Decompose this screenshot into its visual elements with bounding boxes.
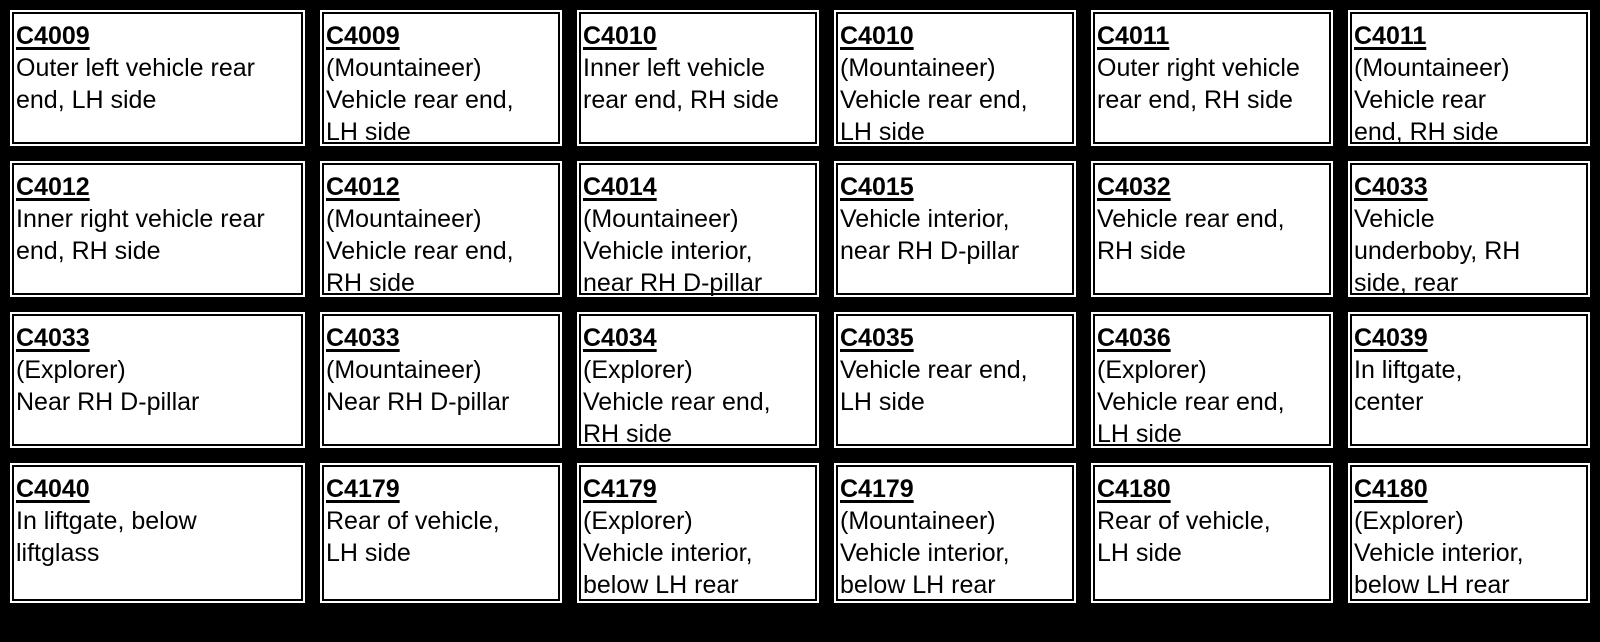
connector-cell	[572, 458, 824, 631]
connector-location-line: LH side	[840, 118, 925, 146]
connector-location-line: RH side	[326, 269, 415, 297]
connector-code: C4033	[1354, 173, 1428, 201]
connector-location-line: Vehicle rear end,	[840, 356, 1028, 384]
connector-location-line: Vehicle rear end,	[1097, 205, 1285, 233]
connector-code: C4180	[1354, 475, 1428, 503]
connector-location-line: Vehicle rear end,	[840, 86, 1028, 114]
connector-location-line: LH side	[1097, 539, 1182, 567]
connector-location-line: end, LH side	[16, 86, 157, 114]
connector-cell	[829, 5, 1081, 151]
connector-cell	[1086, 307, 1338, 453]
connector-code: C4179	[583, 475, 657, 503]
connector-location-line: Near RH D-pillar	[326, 388, 510, 416]
connector-location-line: Rear of vehicle,	[326, 507, 500, 535]
connector-location-line: In liftgate, below	[16, 507, 197, 535]
connector-cell	[1343, 307, 1595, 453]
connector-location-line: Outer left vehicle rear	[16, 54, 255, 82]
connector-cell	[572, 5, 824, 151]
connector-cell	[829, 458, 1081, 631]
connector-location-line: (Mountaineer)	[326, 54, 482, 82]
connector-cell	[829, 156, 1081, 302]
connector-cell	[1343, 156, 1595, 302]
connector-code: C4179	[326, 475, 400, 503]
connector-location-line: LH side	[840, 388, 925, 416]
connector-location-line: Vehicle rear end,	[583, 388, 771, 416]
connector-location-line: Near RH D-pillar	[16, 388, 200, 416]
connector-location-line: (Mountaineer)	[326, 356, 482, 384]
connector-location-line: LH side	[1097, 420, 1182, 448]
connector-location-line: near RH D-pillar	[840, 237, 1020, 265]
connector-location-line: In liftgate,	[1354, 356, 1463, 384]
connector-cell	[1343, 458, 1595, 631]
connector-code: C4009	[16, 22, 90, 50]
connector-location-line: rear end, RH side	[583, 86, 779, 114]
connector-location-line: (Explorer)	[583, 356, 693, 384]
connector-location-line: Vehicle interior,	[840, 205, 1010, 233]
connector-location-line: Vehicle interior,	[1354, 539, 1524, 567]
connector-location-line: Vehicle rear end,	[326, 237, 514, 265]
connector-location-line: Vehicle interior,	[583, 237, 753, 265]
connector-cell	[5, 5, 310, 151]
connector-location-line: (Explorer)	[1097, 356, 1207, 384]
connector-code: C4035	[840, 324, 914, 352]
connector-cell	[572, 307, 824, 453]
connector-cell	[572, 156, 824, 302]
connector-location-line: end, RH side	[1354, 118, 1499, 146]
connector-location-line: quarter window	[583, 603, 753, 631]
connector-cell	[1343, 5, 1595, 151]
connector-cell	[315, 5, 567, 151]
connector-code: C4180	[1097, 475, 1171, 503]
connector-code: C4011	[1354, 22, 1427, 50]
connector-location-line: near RH D-pillar	[583, 269, 763, 297]
connector-location-line: (Explorer)	[1354, 507, 1464, 535]
connector-code: C4039	[1354, 324, 1428, 352]
connector-cell	[1086, 156, 1338, 302]
connector-cell	[1086, 458, 1338, 608]
connector-cell	[5, 156, 310, 302]
connector-code: C4014	[583, 173, 657, 201]
connector-cell	[315, 458, 567, 608]
connector-code: C4033	[326, 324, 400, 352]
connector-location-line: (Mountaineer)	[840, 507, 996, 535]
connector-location-line: Vehicle interior,	[840, 539, 1010, 567]
connector-location-line: end, RH side	[16, 237, 161, 265]
connector-location-line: quarter window	[1354, 603, 1524, 631]
connector-location-line: Inner left vehicle	[583, 54, 766, 82]
connector-code: C4010	[840, 22, 914, 50]
connector-location-line: RH side	[583, 420, 672, 448]
connector-location-line: underboby, RH	[1354, 237, 1521, 265]
connector-location-line: (Mountaineer)	[326, 205, 482, 233]
connector-code: C4040	[16, 475, 90, 503]
connector-cell	[5, 307, 310, 453]
connector-code: C4036	[1097, 324, 1171, 352]
connector-location-line: below LH rear	[840, 571, 996, 599]
connector-location-line: Inner right vehicle rear	[16, 205, 265, 233]
connector-code: C4179	[840, 475, 914, 503]
connector-code: C4012	[326, 173, 400, 201]
connector-location-line: (Explorer)	[583, 507, 693, 535]
connector-location-line: (Explorer)	[16, 356, 126, 384]
connector-code: C4033	[16, 324, 90, 352]
connector-code: C4034	[583, 324, 657, 352]
connector-location-line: side, rear	[1354, 269, 1459, 297]
connector-location-line: RH side	[1097, 237, 1186, 265]
connector-location-line: rear end, RH side	[1097, 86, 1293, 114]
connector-location-line: Rear of vehicle,	[1097, 507, 1271, 535]
connector-location-line: (Mountaineer)	[583, 205, 739, 233]
connector-location-line: below LH rear	[583, 571, 739, 599]
connector-cell	[829, 307, 1081, 453]
connector-code: C4015	[840, 173, 914, 201]
connector-code: C4011	[1097, 22, 1170, 50]
connector-code: C4009	[326, 22, 400, 50]
connector-cell	[315, 156, 567, 302]
connector-location-line: center	[1354, 388, 1424, 416]
connector-location-line: LH side	[326, 539, 411, 567]
connector-location-line: Vehicle rear end,	[326, 86, 514, 114]
connector-code: C4012	[16, 173, 90, 201]
connector-location-line: (Mountaineer)	[1354, 54, 1510, 82]
connector-location-line: (Mountaineer)	[840, 54, 996, 82]
connector-location-line: Vehicle rear end,	[1097, 388, 1285, 416]
connector-code: C4032	[1097, 173, 1171, 201]
connector-location-line: Vehicle interior,	[583, 539, 753, 567]
connector-location-line: quarter window	[840, 603, 1010, 631]
connector-location-line: Vehicle rear	[1354, 86, 1487, 114]
connector-code: C4010	[583, 22, 657, 50]
connector-cell	[315, 307, 567, 453]
connector-location-line: Outer right vehicle	[1097, 54, 1300, 82]
connector-cell	[1086, 5, 1338, 151]
connector-location-line: LH side	[326, 118, 411, 146]
connector-location-line: liftglass	[16, 539, 100, 567]
connector-location-line: below LH rear	[1354, 571, 1510, 599]
connector-location-line: Vehicle	[1354, 205, 1435, 233]
connector-cell	[5, 458, 310, 608]
